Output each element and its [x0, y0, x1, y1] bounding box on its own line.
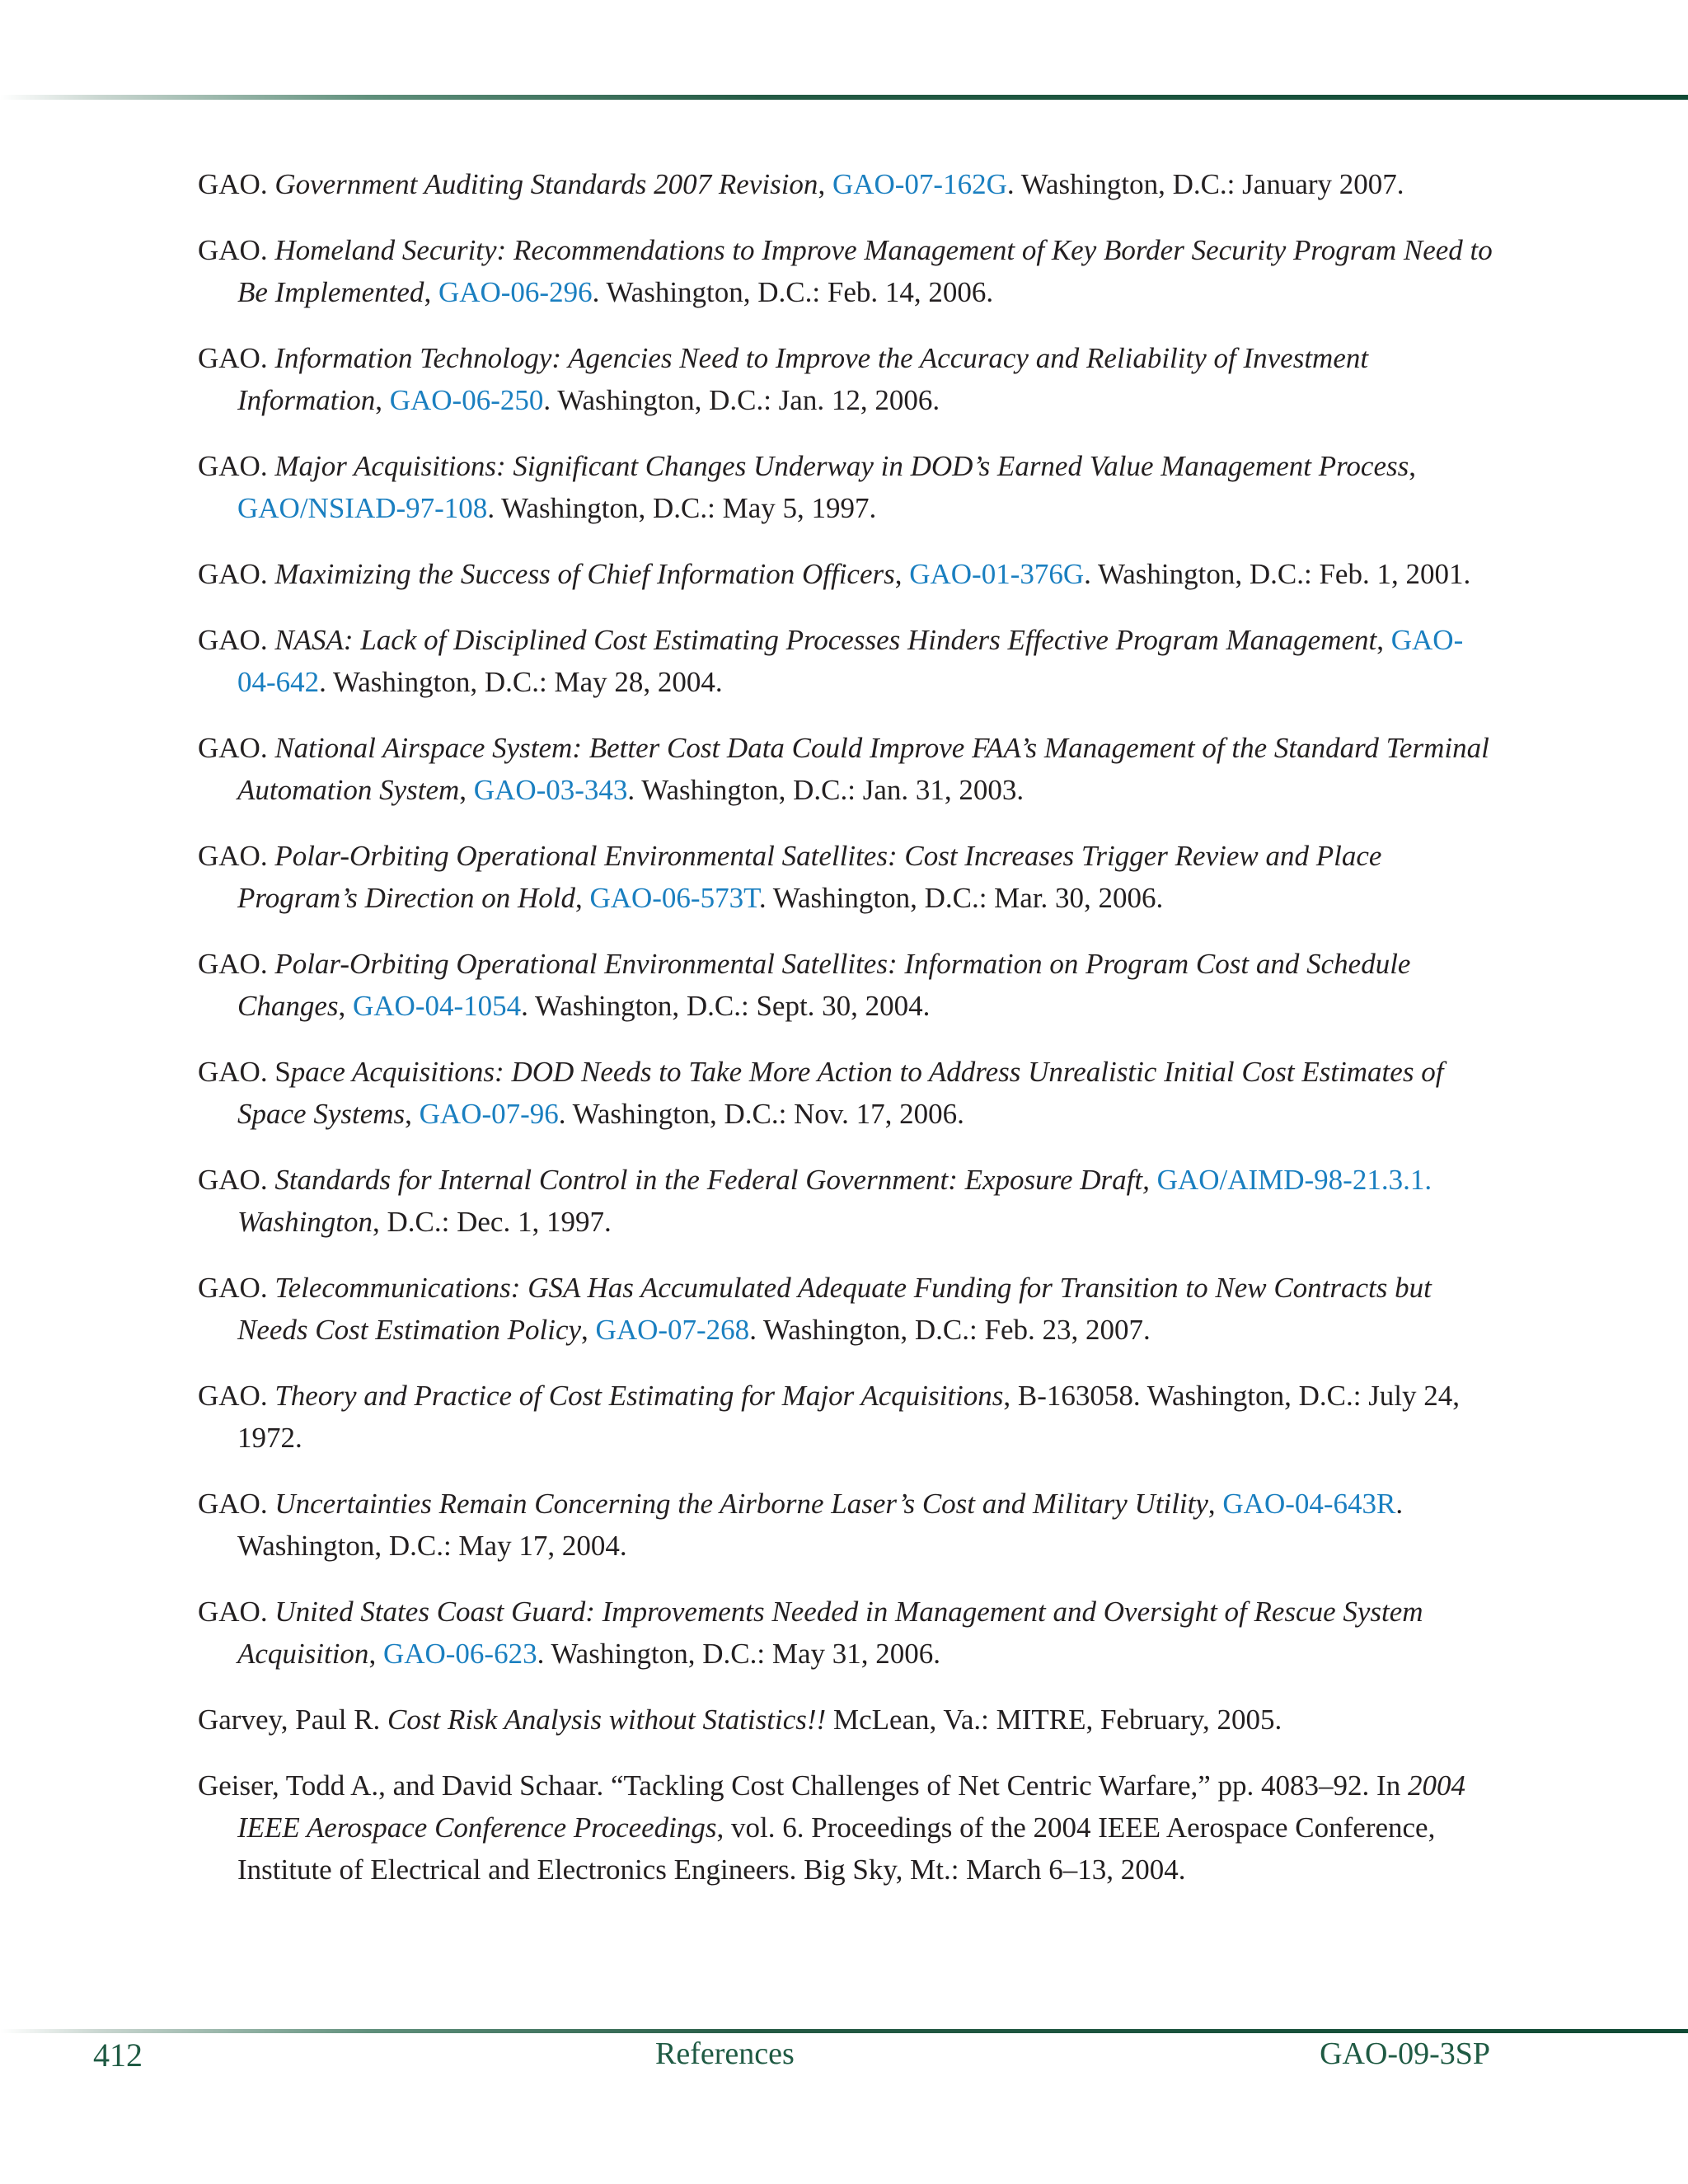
ref-author: GAO.	[198, 732, 275, 764]
reference-item	[198, 835, 1500, 919]
reference-item	[198, 1699, 1500, 1741]
ref-text: ,	[424, 276, 438, 308]
ref-text: ,	[405, 1098, 420, 1130]
ref-author: GAO.	[198, 1272, 275, 1304]
ref-title: Maximizing the Success of Chief Information Officers	[274, 558, 895, 590]
ref-title: Polar-Orbiting Operational Environmental Satellites: Cost Increases Trigger Review and Place Program’s Direction on Hold	[237, 840, 1382, 914]
reference-item	[198, 727, 1500, 811]
ref-author: GAO.	[198, 840, 275, 872]
ref-title: Theory and Practice of Cost Estimating for Major Acquisitions	[274, 1380, 1004, 1412]
ref-text: , B-163058. Washington, D.C.: July 24, 1972.	[237, 1380, 1461, 1454]
ref-text: ,	[1207, 1488, 1223, 1520]
ref-author: GAO.	[198, 1488, 275, 1520]
ref-report-link[interactable]: GAO-06-250	[389, 384, 544, 416]
ref-report-link[interactable]: GAO-06-573T	[589, 882, 759, 914]
ref-author: Geiser, Todd A., and David Schaar. “Tackling Cost Challenges of Net Centric Warfare,” pp. 4083–92. In	[198, 1769, 1408, 1802]
ref-title: Telecommunications: GSA Has Accumulated Adequate Funding for Transition to New Contracts but Needs Cost Estimation Policy	[237, 1272, 1432, 1346]
section-title: References	[655, 2036, 795, 2071]
ref-author: GAO.	[198, 1164, 275, 1196]
ref-report-link[interactable]: GAO-07-268	[595, 1314, 750, 1346]
document-id: GAO-09-3SP	[1320, 2036, 1490, 2071]
ref-publication-info: . Washington, D.C.: May 17, 2004.	[237, 1488, 1404, 1562]
ref-title: National Airspace System: Better Cost Data Could Improve FAA’s Management of the Standard Terminal Automation System	[237, 732, 1489, 806]
ref-text: ,	[581, 1314, 596, 1346]
ref-title: Standards for Internal Control in the Federal Government: Exposure Draft,	[274, 1164, 1150, 1196]
ref-title: 2004 IEEE Aerospace Conference Proceedings	[237, 1769, 1465, 1844]
ref-text: ,	[338, 990, 353, 1022]
ref-text: ,	[1409, 450, 1416, 482]
ref-report-link[interactable]: GAO/NSIAD-97-108	[237, 492, 488, 524]
page-number: 412	[93, 2036, 143, 2074]
page-footer	[0, 2036, 1688, 2085]
ref-author: GAO.	[198, 168, 275, 200]
ref-report-link[interactable]: GAO-07-162G	[832, 168, 1007, 200]
ref-report-link[interactable]: GAO-07-96	[419, 1098, 559, 1130]
reference-item	[198, 1375, 1500, 1459]
ref-publication-info: , D.C.: Dec. 1, 1997.	[373, 1206, 612, 1238]
reference-item	[198, 1051, 1500, 1135]
ref-publication-info: . Washington, D.C.: Sept. 30, 2004.	[521, 990, 931, 1022]
ref-title: pace Acquisitions: DOD Needs to Take More Action to Address Unrealistic Initial Cost Estimates of Space Systems	[237, 1056, 1444, 1130]
ref-title: Uncertainties Remain Concerning the Airborne Laser’s Cost and Military Utility	[274, 1488, 1208, 1520]
ref-title: Polar-Orbiting Operational Environmental Satellites: Information on Program Cost and Schedule Changes	[237, 948, 1411, 1022]
ref-text: McLean, Va.: MITRE, February, 2005.	[826, 1704, 1282, 1736]
ref-text: ,	[1376, 624, 1391, 656]
ref-title-continued: Washington	[237, 1206, 373, 1238]
ref-text: ,	[375, 384, 390, 416]
ref-author: GAO.	[198, 1380, 275, 1412]
ref-publication-info: . Washington, D.C.: May 5, 1997.	[487, 492, 877, 524]
ref-title: Information Technology: Agencies Need to Improve the Accuracy and Reliability of Investment Information	[237, 342, 1369, 416]
reference-item	[198, 943, 1500, 1027]
reference-item	[198, 619, 1500, 703]
ref-publication-info: . Washington, D.C.: May 31, 2006.	[537, 1638, 941, 1670]
ref-text	[1150, 1164, 1157, 1196]
ref-text: , vol. 6. Proceedings of the 2004 IEEE Aerospace Conference, Institute of Electrical and Electronics Engineers. Big Sky, Mt.: March 6–13, 2004.	[237, 1811, 1436, 1886]
ref-text: ,	[894, 558, 910, 590]
ref-author: GAO.	[198, 450, 275, 482]
ref-title: United States Coast Guard: Improvements Needed in Management and Oversight of Rescue System Acquisition	[237, 1596, 1423, 1670]
ref-publication-info: . Washington, D.C.: May 28, 2004.	[319, 666, 723, 698]
reference-item	[198, 553, 1500, 595]
ref-text: ,	[574, 882, 590, 914]
ref-report-link[interactable]: GAO-04-643R	[1222, 1488, 1396, 1520]
reference-item	[198, 337, 1500, 421]
ref-publication-info: . Washington, D.C.: Feb. 23, 2007.	[749, 1314, 1151, 1346]
reference-item	[198, 445, 1500, 529]
ref-report-link[interactable]: GAO-06-296	[438, 276, 593, 308]
ref-publication-info: . Washington, D.C.: Feb. 14, 2006.	[592, 276, 994, 308]
ref-title: NASA: Lack of Disciplined Cost Estimating Processes Hinders Effective Program Management	[274, 624, 1377, 656]
ref-publication-info: . Washington, D.C.: Nov. 17, 2006.	[558, 1098, 964, 1130]
ref-author: GAO.	[198, 624, 275, 656]
reference-item	[198, 1267, 1500, 1351]
ref-title: Major Acquisitions: Significant Changes Underway in DOD’s Earned Value Management Process	[274, 450, 1409, 482]
ref-publication-info: . Washington, D.C.: January 2007.	[1006, 168, 1404, 200]
ref-report-link[interactable]: GAO-04-1054	[353, 990, 522, 1022]
ref-publication-info: . Washington, D.C.: Mar. 30, 2006.	[758, 882, 1164, 914]
reference-item	[198, 229, 1500, 313]
ref-author: GAO. S	[198, 1056, 291, 1088]
ref-author: GAO.	[198, 342, 275, 374]
ref-author: GAO.	[198, 558, 275, 590]
footer-rule	[0, 2029, 1688, 2033]
ref-author: GAO.	[198, 948, 275, 980]
ref-publication-info: . Washington, D.C.: Jan. 31, 2003.	[627, 774, 1025, 806]
ref-text: ,	[368, 1638, 383, 1670]
ref-text: ,	[459, 774, 474, 806]
ref-report-link[interactable]: GAO-06-623	[382, 1638, 537, 1670]
ref-publication-info: . Washington, D.C.: Jan. 12, 2006.	[543, 384, 940, 416]
ref-report-link[interactable]: GAO-04-642	[237, 624, 1464, 698]
header-rule	[0, 95, 1688, 100]
reference-list	[198, 163, 1500, 1915]
ref-title: Cost Risk Analysis without Statistics!!	[387, 1704, 827, 1736]
reference-item	[198, 1591, 1500, 1675]
ref-title: Government Auditing Standards 2007 Revision	[274, 168, 818, 200]
reference-item	[198, 163, 1500, 205]
ref-report-link[interactable]: GAO-01-376G	[909, 558, 1085, 590]
ref-title: Homeland Security: Recommendations to Improve Management of Key Border Security Program Need to Be Implemented	[237, 234, 1493, 308]
ref-report-link[interactable]: GAO-03-343	[473, 774, 628, 806]
reference-item	[198, 1159, 1500, 1243]
ref-author: Garvey, Paul R.	[198, 1704, 388, 1736]
reference-item	[198, 1483, 1500, 1567]
ref-author: GAO.	[198, 1596, 275, 1628]
ref-author: GAO.	[198, 234, 275, 266]
ref-report-link[interactable]: GAO/AIMD-98-21.3.1.	[1156, 1164, 1432, 1196]
ref-publication-info: . Washington, D.C.: Feb. 1, 2001.	[1084, 558, 1471, 590]
ref-text: ,	[818, 168, 832, 200]
reference-item	[198, 1765, 1500, 1891]
